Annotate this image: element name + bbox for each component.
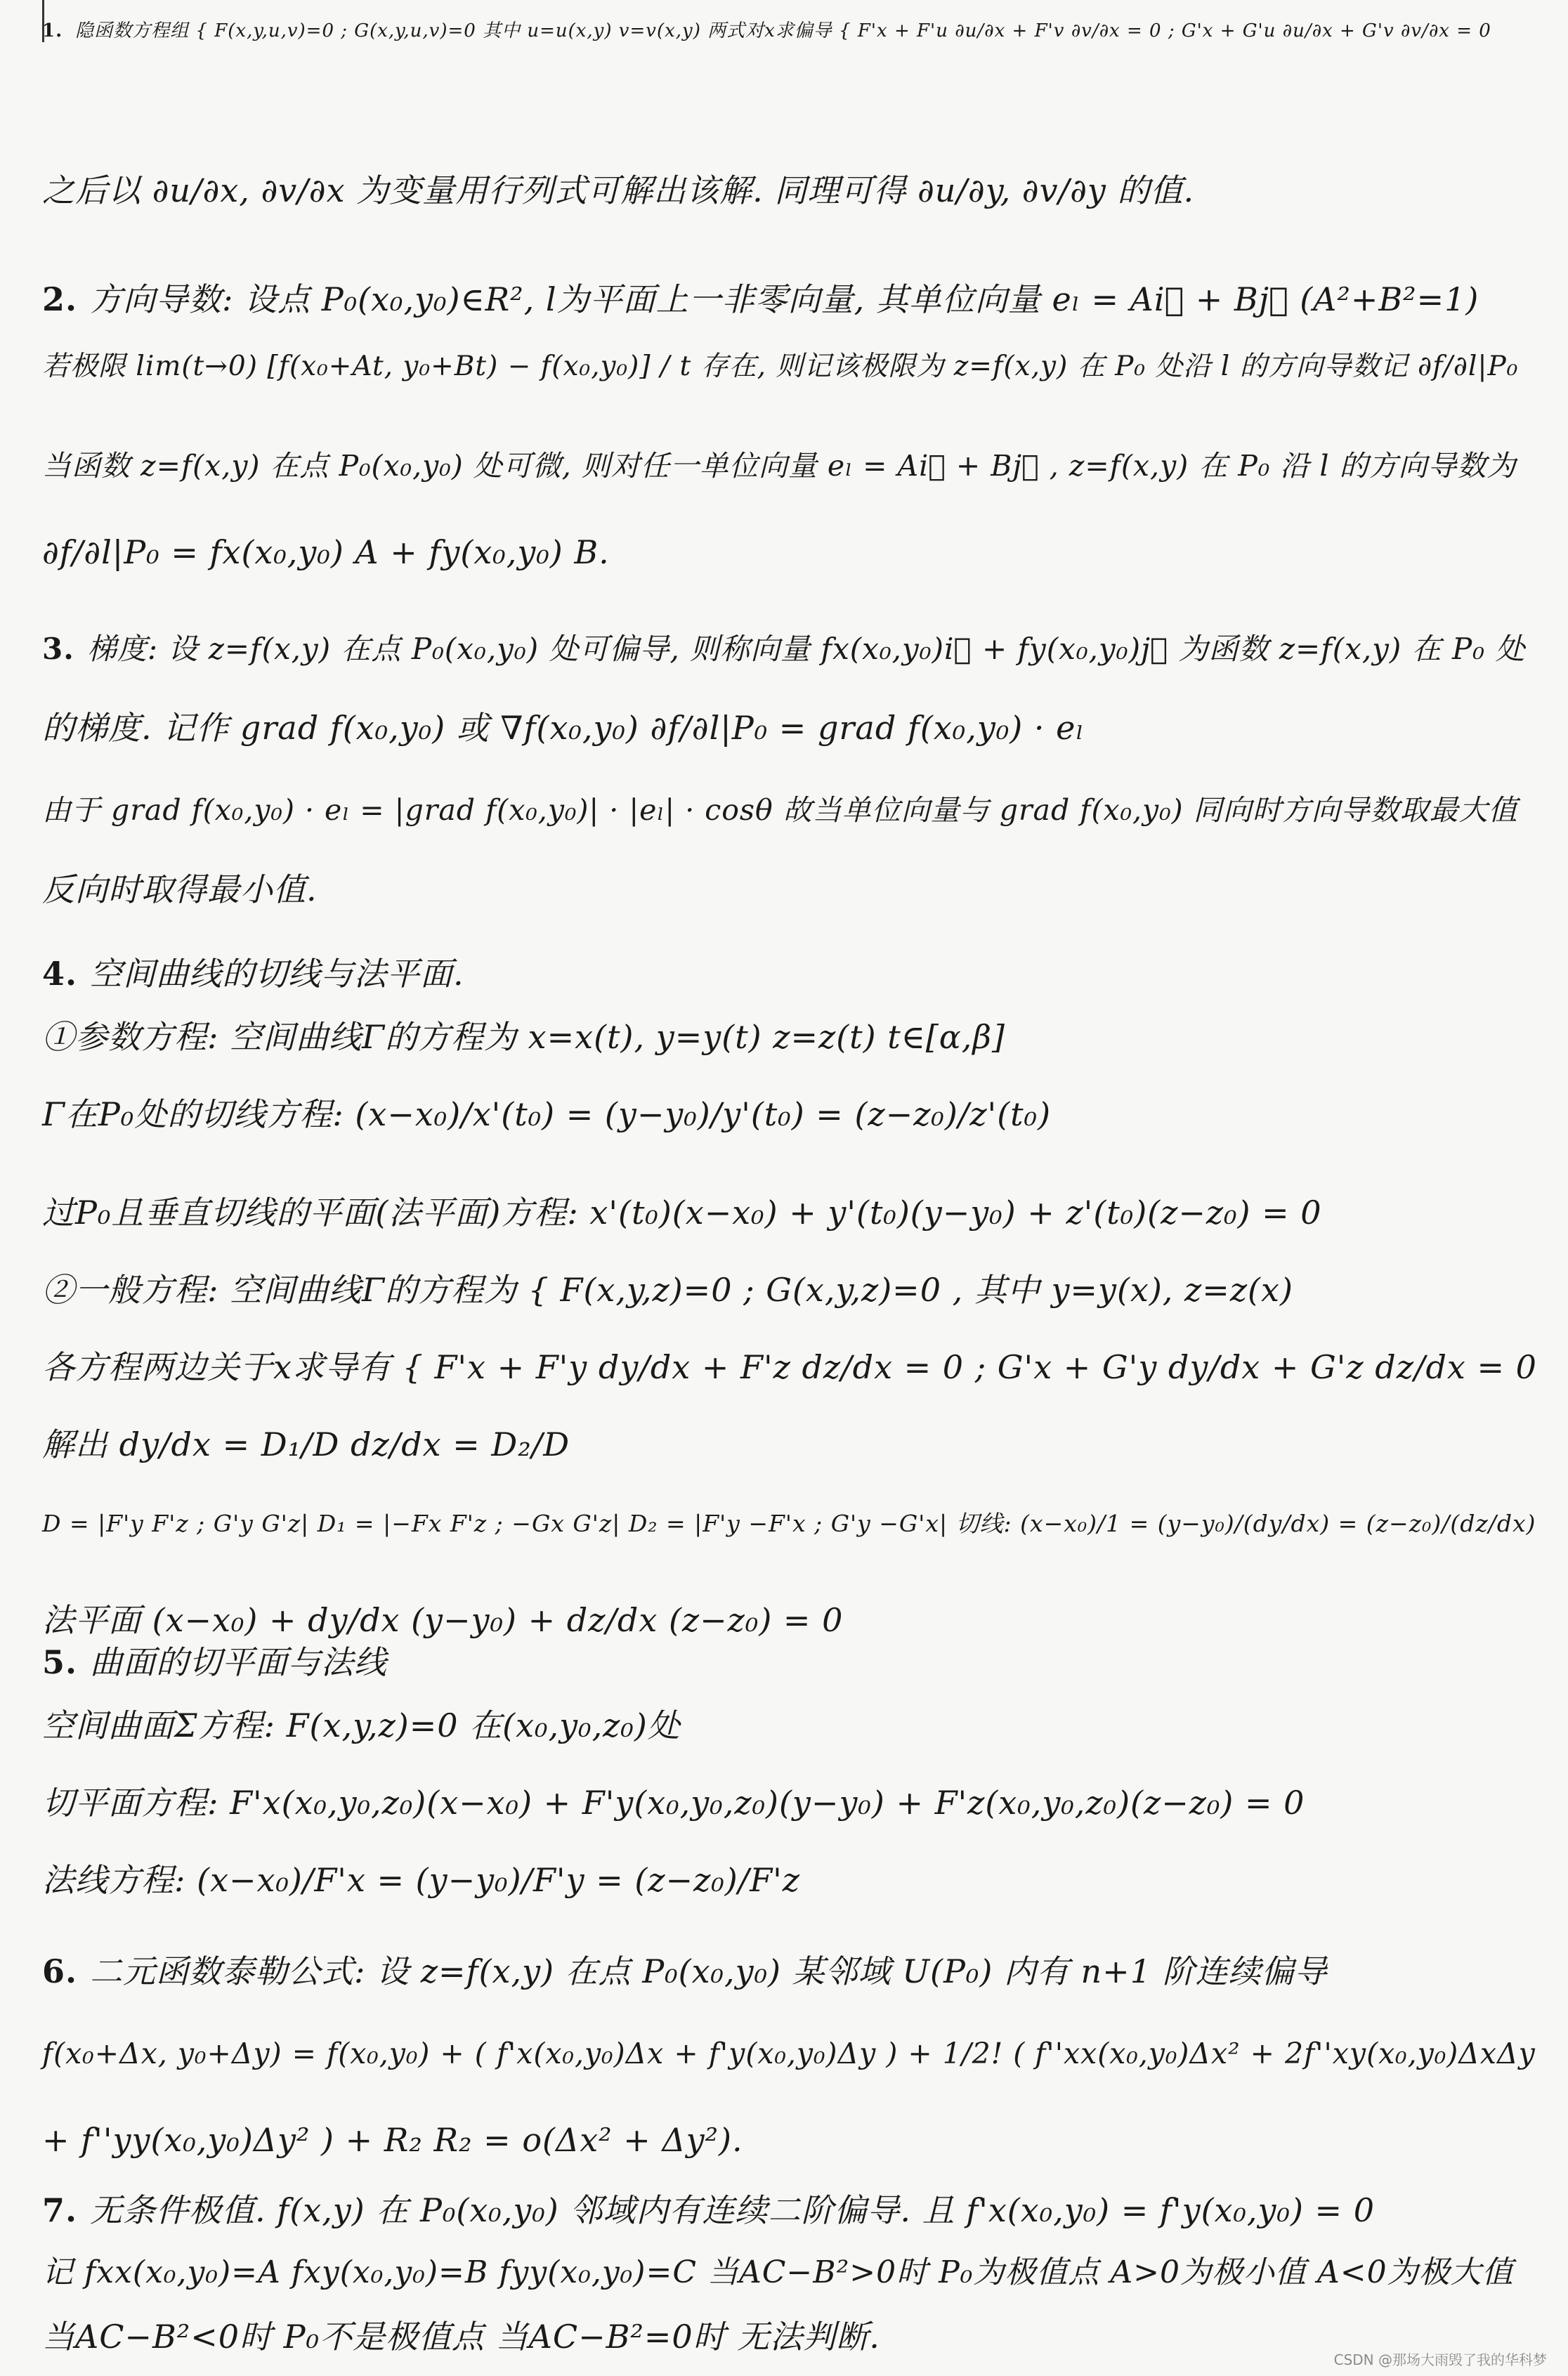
section-text: 当AC−B²<0时 P₀不是极值点 当AC−B²=0时 无法判断. xyxy=(42,2318,880,2356)
section-3-line xyxy=(42,632,1540,666)
section-text: 方向导数: 设点 P₀(x₀,y₀)∈R², l为平面上一非零向量, 其单位向量 eₗ = Ai⃗ + Bj⃗ (A²+B²=1) xyxy=(90,280,1479,318)
section-4-cont xyxy=(42,1426,1540,1463)
section-text: 之后以 ∂u/∂x, ∂v/∂x 为变量用行列式可解出该解. 同理可得 ∂u/∂y, ∂v/∂y 的值. xyxy=(42,171,1195,209)
section-text: 隐函数方程组 { F(x,y,u,v)=0 ; G(x,y,u,v)=0 其中 u=u(x,y) v=v(x,y) 两式对x求偏导 { F'x + F'u ∂u/∂x + F'v ∂v/∂x = 0 ; G'x + G'u ∂u/∂x + G'v ∂v/∂x = 0 xyxy=(75,20,1491,41)
section-text: D = |F'y F'z ; G'y G'z| D₁ = |−Fx F'z ; −Gx G'z| D₂ = |F'y −F'x ; G'y −G'x| 切线: (x−x₀)/1 = (y−y₀)/(dy/dx) = (z−z₀)/(dz/dx) xyxy=(42,1510,1536,1537)
section-text: 二元函数泰勒公式: 设 z=f(x,y) 在点 P₀(x₀,y₀) 某邻域 U(P₀) 内有 n+1 阶连续偏导 xyxy=(90,1952,1328,1990)
section-6-line xyxy=(42,1953,1540,1990)
section-7-cont xyxy=(42,2255,1540,2291)
section-text: ①参数方程: 空间曲线Γ的方程为 x=x(t), y=y(t) z=z(t) t∈[α,β] xyxy=(42,1018,1005,1056)
section-2-cont xyxy=(42,450,1540,483)
section-7-cont xyxy=(42,2318,1540,2356)
section-text: 解出 dy/dx = D₁/D dz/dx = D₂/D xyxy=(42,1425,570,1463)
section-number: 1. xyxy=(42,20,63,41)
section-4-line xyxy=(42,955,1540,993)
section-5-cont xyxy=(42,1862,1540,1899)
section-6-cont xyxy=(42,2122,1540,2159)
section-5-cont xyxy=(42,1784,1540,1822)
section-text: f(x₀+Δx, y₀+Δy) = f(x₀,y₀) + ( f'x(x₀,y₀)Δx + f'y(x₀,y₀)Δy ) + 1/2! ( f''xx(x₀,y₀)Δx² + 2f''xy(x₀,y₀)ΔxΔy xyxy=(42,2037,1536,2070)
section-4-cont xyxy=(42,1019,1540,1056)
section-3-cont xyxy=(42,794,1540,827)
section-text: 梯度: 设 z=f(x,y) 在点 P₀(x₀,y₀) 处可偏导, 则称向量 fx(x₀,y₀)i⃗ + fy(x₀,y₀)j⃗ 为函数 z=f(x,y) 在 P₀ 处 xyxy=(86,632,1526,666)
section-2-cont xyxy=(42,534,1540,571)
section-text: 切平面方程: F'x(x₀,y₀,z₀)(x−x₀) + F'y(x₀,y₀,z₀)(y−y₀) + F'z(x₀,y₀,z₀)(z−z₀) = 0 xyxy=(42,1784,1305,1822)
section-text: ②一般方程: 空间曲线Γ的方程为 { F(x,y,z)=0 ; G(x,y,z)=0 , 其中 y=y(x), z=z(x) xyxy=(42,1271,1293,1309)
section-6-cont xyxy=(42,2037,1540,2070)
section-4-cont xyxy=(42,1194,1540,1232)
section-2-cont xyxy=(42,351,1540,383)
section-number: 7. xyxy=(42,2191,78,2229)
csdn-watermark: CSDN @那场大雨毁了我的华科梦 xyxy=(1333,2351,1547,2368)
section-text: ∂f/∂l|P₀ = fx(x₀,y₀) A + fy(x₀,y₀) B. xyxy=(42,533,610,571)
section-text: 由于 grad f(x₀,y₀) · eₗ = |grad f(x₀,y₀)| · |eₗ| · cosθ 故当单位向量与 grad f(x₀,y₀) 同向时方向导数取最大值 xyxy=(42,793,1518,827)
section-number: 5. xyxy=(42,1643,78,1681)
section-text: 反向时取得最小值. xyxy=(42,870,318,908)
section-number: 2. xyxy=(42,280,78,318)
section-text: 法线方程: (x−x₀)/F'x = (y−y₀)/F'y = (z−z₀)/F'z xyxy=(42,1861,800,1899)
section-text: 法平面 (x−x₀) + dy/dx (y−y₀) + dz/dx (z−z₀) = 0 xyxy=(42,1601,844,1639)
section-4-cont xyxy=(42,1349,1540,1386)
section-text: 曲面的切平面与法线 xyxy=(90,1643,388,1681)
section-text: 若极限 lim(t→0) [f(x₀+At, y₀+Bt) − f(x₀,y₀)] / t 存在, 则记该极限为 z=f(x,y) 在 P₀ 处沿 l 的方向导数记 ∂f/∂l|P₀ xyxy=(42,351,1519,382)
section-3-cont xyxy=(42,710,1540,747)
section-5-line xyxy=(42,1644,1540,1681)
section-number: 3. xyxy=(42,632,74,666)
section-1-line xyxy=(42,21,1540,42)
section-text: 各方程两边关于x求导有 { F'x + F'y dy/dx + F'z dz/dx = 0 ; G'x + G'y dy/dx + G'z dz/dx = 0 xyxy=(42,1348,1537,1386)
section-text: 当函数 z=f(x,y) 在点 P₀(x₀,y₀) 处可微, 则对任一单位向量 eₗ = Ai⃗ + Bj⃗ , z=f(x,y) 在 P₀ 沿 l 的方向导数为 xyxy=(42,449,1517,483)
section-text: 空间曲面Σ方程: F(x,y,z)=0 在(x₀,y₀,z₀)处 xyxy=(42,1706,681,1744)
section-4-cont xyxy=(42,1602,1540,1639)
section-text: 无条件极值. f(x,y) 在 P₀(x₀,y₀) 邻域内有连续二阶偏导. 且 f'x(x₀,y₀) = f'y(x₀,y₀) = 0 xyxy=(90,2191,1375,2229)
section-text: Γ在P₀处的切线方程: (x−x₀)/x'(t₀) = (y−y₀)/y'(t₀) = (z−z₀)/z'(t₀) xyxy=(42,1095,1052,1133)
section-7-line xyxy=(42,2192,1540,2229)
section-2-line xyxy=(42,281,1540,318)
section-4-cont xyxy=(42,1272,1540,1309)
section-4-cont xyxy=(42,1096,1540,1133)
section-text: 记 fxx(x₀,y₀)=A fxy(x₀,y₀)=B fyy(x₀,y₀)=C 当AC−B²>0时 P₀为极值点 A>0为极小值 A<0为极大值 xyxy=(42,2254,1514,2290)
section-3-cont xyxy=(42,871,1540,908)
section-number: 6. xyxy=(42,1952,78,1990)
section-text: 的梯度. 记作 grad f(x₀,y₀) 或 ∇f(x₀,y₀) ∂f/∂l|P₀ = grad f(x₀,y₀) · eₗ xyxy=(42,709,1085,747)
section-1-cont xyxy=(42,172,1540,209)
section-5-cont xyxy=(42,1707,1540,1744)
section-text: 过P₀且垂直切线的平面(法平面)方程: x'(t₀)(x−x₀) + y'(t₀)(y−y₀) + z'(t₀)(z−z₀) = 0 xyxy=(42,1194,1322,1232)
page-corner-mark xyxy=(0,0,44,42)
section-number: 4. xyxy=(42,955,78,993)
section-4-cont xyxy=(42,1510,1540,1537)
section-text: + f''yy(x₀,y₀)Δy² ) + R₂ R₂ = o(Δx² + Δy²). xyxy=(42,2121,743,2159)
section-text: 空间曲线的切线与法平面. xyxy=(90,955,464,993)
